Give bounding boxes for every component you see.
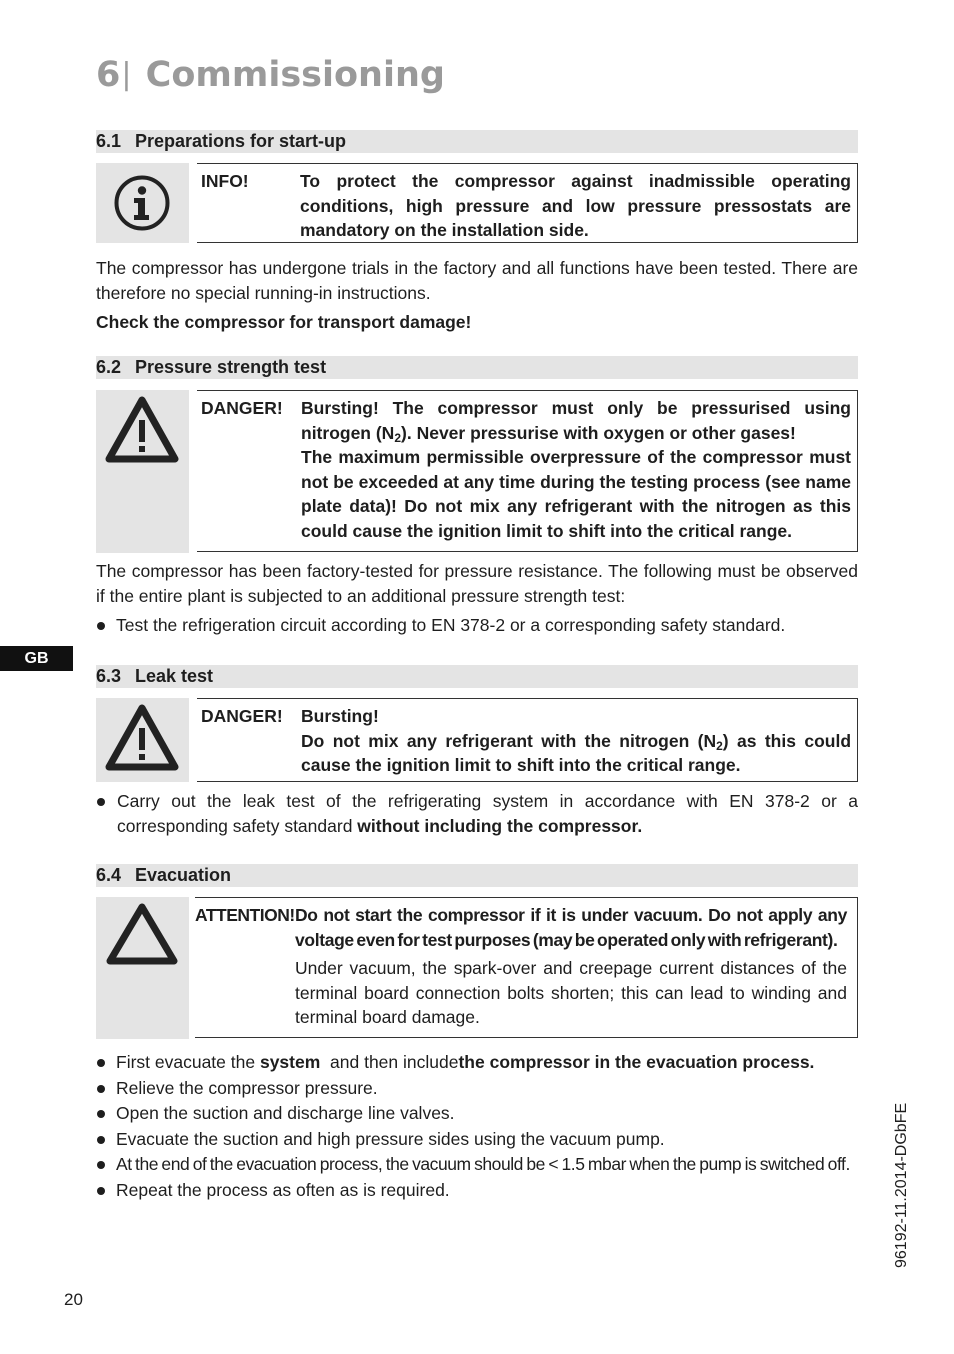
chapter-title: Commissioning <box>145 55 445 95</box>
language-tab: GB <box>0 646 73 671</box>
section-heading-6-3: 6.3 Leak test <box>96 665 858 688</box>
bullet-dot <box>97 1136 105 1144</box>
notice-keyword: INFO! <box>201 171 249 191</box>
notice-keyword: ATTENTION! <box>195 905 295 925</box>
section-heading-6-1: 6.1 Preparations for start-up <box>96 130 858 153</box>
transport-damage-note: Check the compressor for transport damage! <box>96 312 472 332</box>
warning-triangle-icon <box>105 396 179 464</box>
notice-keyword: DANGER! <box>201 706 283 726</box>
bullet-list <box>96 1050 858 1203</box>
bullet-list <box>96 789 858 838</box>
bullet-dot <box>97 622 105 630</box>
page-title: 6| Commissioning <box>96 55 445 95</box>
list-item: Open the suction and discharge line valves. <box>96 1101 858 1127</box>
list-item: Test the refrigeration circuit according to EN 378-2 or a corresponding safety standard. <box>96 613 858 639</box>
chapter-number: 6 <box>96 55 121 95</box>
notice-keyword: DANGER! <box>201 398 283 418</box>
section-heading-6-4: 6.4 Evacuation <box>96 864 858 887</box>
info-icon-box <box>96 163 189 243</box>
list-item: Relieve the compressor pressure. <box>96 1076 858 1102</box>
list-item: At the end of the evacuation process, the vacuum should be < 1.5 mbar when the pump is switched off. <box>96 1152 858 1178</box>
warning-triangle-icon <box>105 704 179 772</box>
list-item: First evacuate the system and then includethe compressor in the evacuation process. <box>96 1050 858 1076</box>
notice-text: To protect the compressor against inadmissible operating conditions, high pressure and low pressure pressostats are mandatory on the installation side. <box>300 171 851 240</box>
danger-notice <box>197 698 858 782</box>
notice-bold-text: Do not start the compressor if it is under vacuum. Do not apply any voltage even for test purposes (may be operated only with refrigerant). <box>295 905 847 950</box>
section-heading-6-2: 6.2 Pressure strength test <box>96 356 858 379</box>
list-item: Repeat the process as often as is required. <box>96 1178 858 1204</box>
info-icon <box>113 174 171 232</box>
page-number: 20 <box>64 1290 83 1309</box>
paragraph: The compressor has undergone trials in the factory and all functions have been tested. There are therefore no special running-in instructions. <box>96 258 858 303</box>
notice-plain-text: Under vacuum, the spark-over and creepage current distances of the terminal board connection bolts shorten; this can lead to winding and terminal board damage. <box>295 958 847 1027</box>
bullet-dot <box>97 798 105 806</box>
caution-icon-box <box>96 897 189 1039</box>
paragraph: The compressor has been factory-tested for pressure resistance. The following must be observed if the entire plant is subjected to an additional pressure strength test: <box>96 561 858 606</box>
bullet-list <box>96 613 858 639</box>
info-notice <box>197 163 858 243</box>
danger-notice <box>197 390 858 552</box>
bullet-dot <box>97 1187 105 1195</box>
document-id: 96192-11.2014-DGbFE <box>893 1102 910 1268</box>
bullet-dot <box>97 1161 105 1169</box>
list-item: Evacuate the suction and high pressure sides using the vacuum pump. <box>96 1127 858 1153</box>
bullet-dot <box>97 1085 105 1093</box>
warning-icon-box <box>96 698 189 782</box>
bullet-dot <box>97 1110 105 1118</box>
notice-text: Bursting! Do not mix any refrigerant with the nitrogen $(N_2)$ as this could cause the ignition limit to shift into the critical range. <box>301 706 852 775</box>
caution-triangle-icon <box>105 902 179 966</box>
warning-icon-box <box>96 390 189 553</box>
list-item: Carry out the leak test of the refrigerating system in accordance with EN 378-2 or a corresponding safety standard without including the compressor. <box>96 789 858 838</box>
notice-text: Bursting! The compressor must only be pressurised using nitrogen $(N_2)$. Never pressurise with oxygen or other gases! The maximum permissible overpressure of the compressor must not be exceeded at any time during the testing process (see name plate data)! Do not mix any refrigerant with the nitrogen as this could cause the ignition limit to shift into the critical range. <box>301 398 851 541</box>
attention-notice <box>195 897 858 1038</box>
bullet-dot <box>97 1059 105 1067</box>
